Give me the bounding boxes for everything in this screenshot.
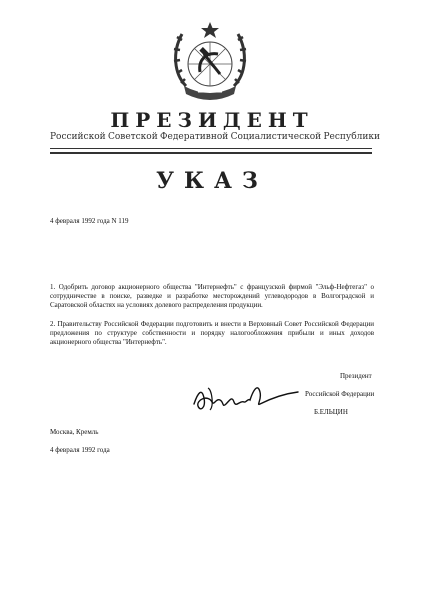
decree-paragraph-2: 2. Правительству Российской Федерации подготовить и внести в Верховный Совет Российской Федерации предложения по структуре собственности и порядку налогообложения прибыли и иных доходов акционерного общества "Интернефть".	[50, 320, 374, 346]
issue-place: Москва, Кремль	[50, 428, 99, 436]
subtitle-word: Российской	[50, 132, 106, 142]
handwritten-signature-icon	[188, 378, 300, 416]
decree-paragraph-1: 1. Одобрить договор акционерного общества "Интернефть" с французской фирмой "Эльф-Нефтегаз" о сотрудничестве в поиске, разведке и разработке месторождений углеводородов в Волгоградской и Саратовской областях на условиях долевого распределения продукции.	[50, 283, 374, 309]
header-rule-thin	[50, 148, 372, 149]
republic-subtitle	[50, 132, 380, 142]
header-rule-thick	[50, 152, 372, 154]
signatory-title: Президент	[340, 372, 372, 380]
signatory-name: Б.ЕЛЬЦИН	[314, 408, 348, 416]
subtitle-word: Республики	[323, 132, 380, 142]
president-heading: ПРЕЗИДЕНТ	[110, 108, 314, 132]
subtitle-word: Федеративной	[160, 132, 229, 142]
coat-of-arms-emblem-icon	[168, 16, 252, 104]
decree-title: УКАЗ	[156, 168, 268, 194]
issue-date: 4 февраля 1992 года	[50, 446, 110, 454]
signatory-country: Российской Федерации	[305, 390, 375, 398]
subtitle-word: Советской	[107, 132, 158, 142]
decree-date-number: 4 февраля 1992 года N 119	[50, 217, 129, 225]
subtitle-word: Социалистической	[230, 132, 322, 142]
